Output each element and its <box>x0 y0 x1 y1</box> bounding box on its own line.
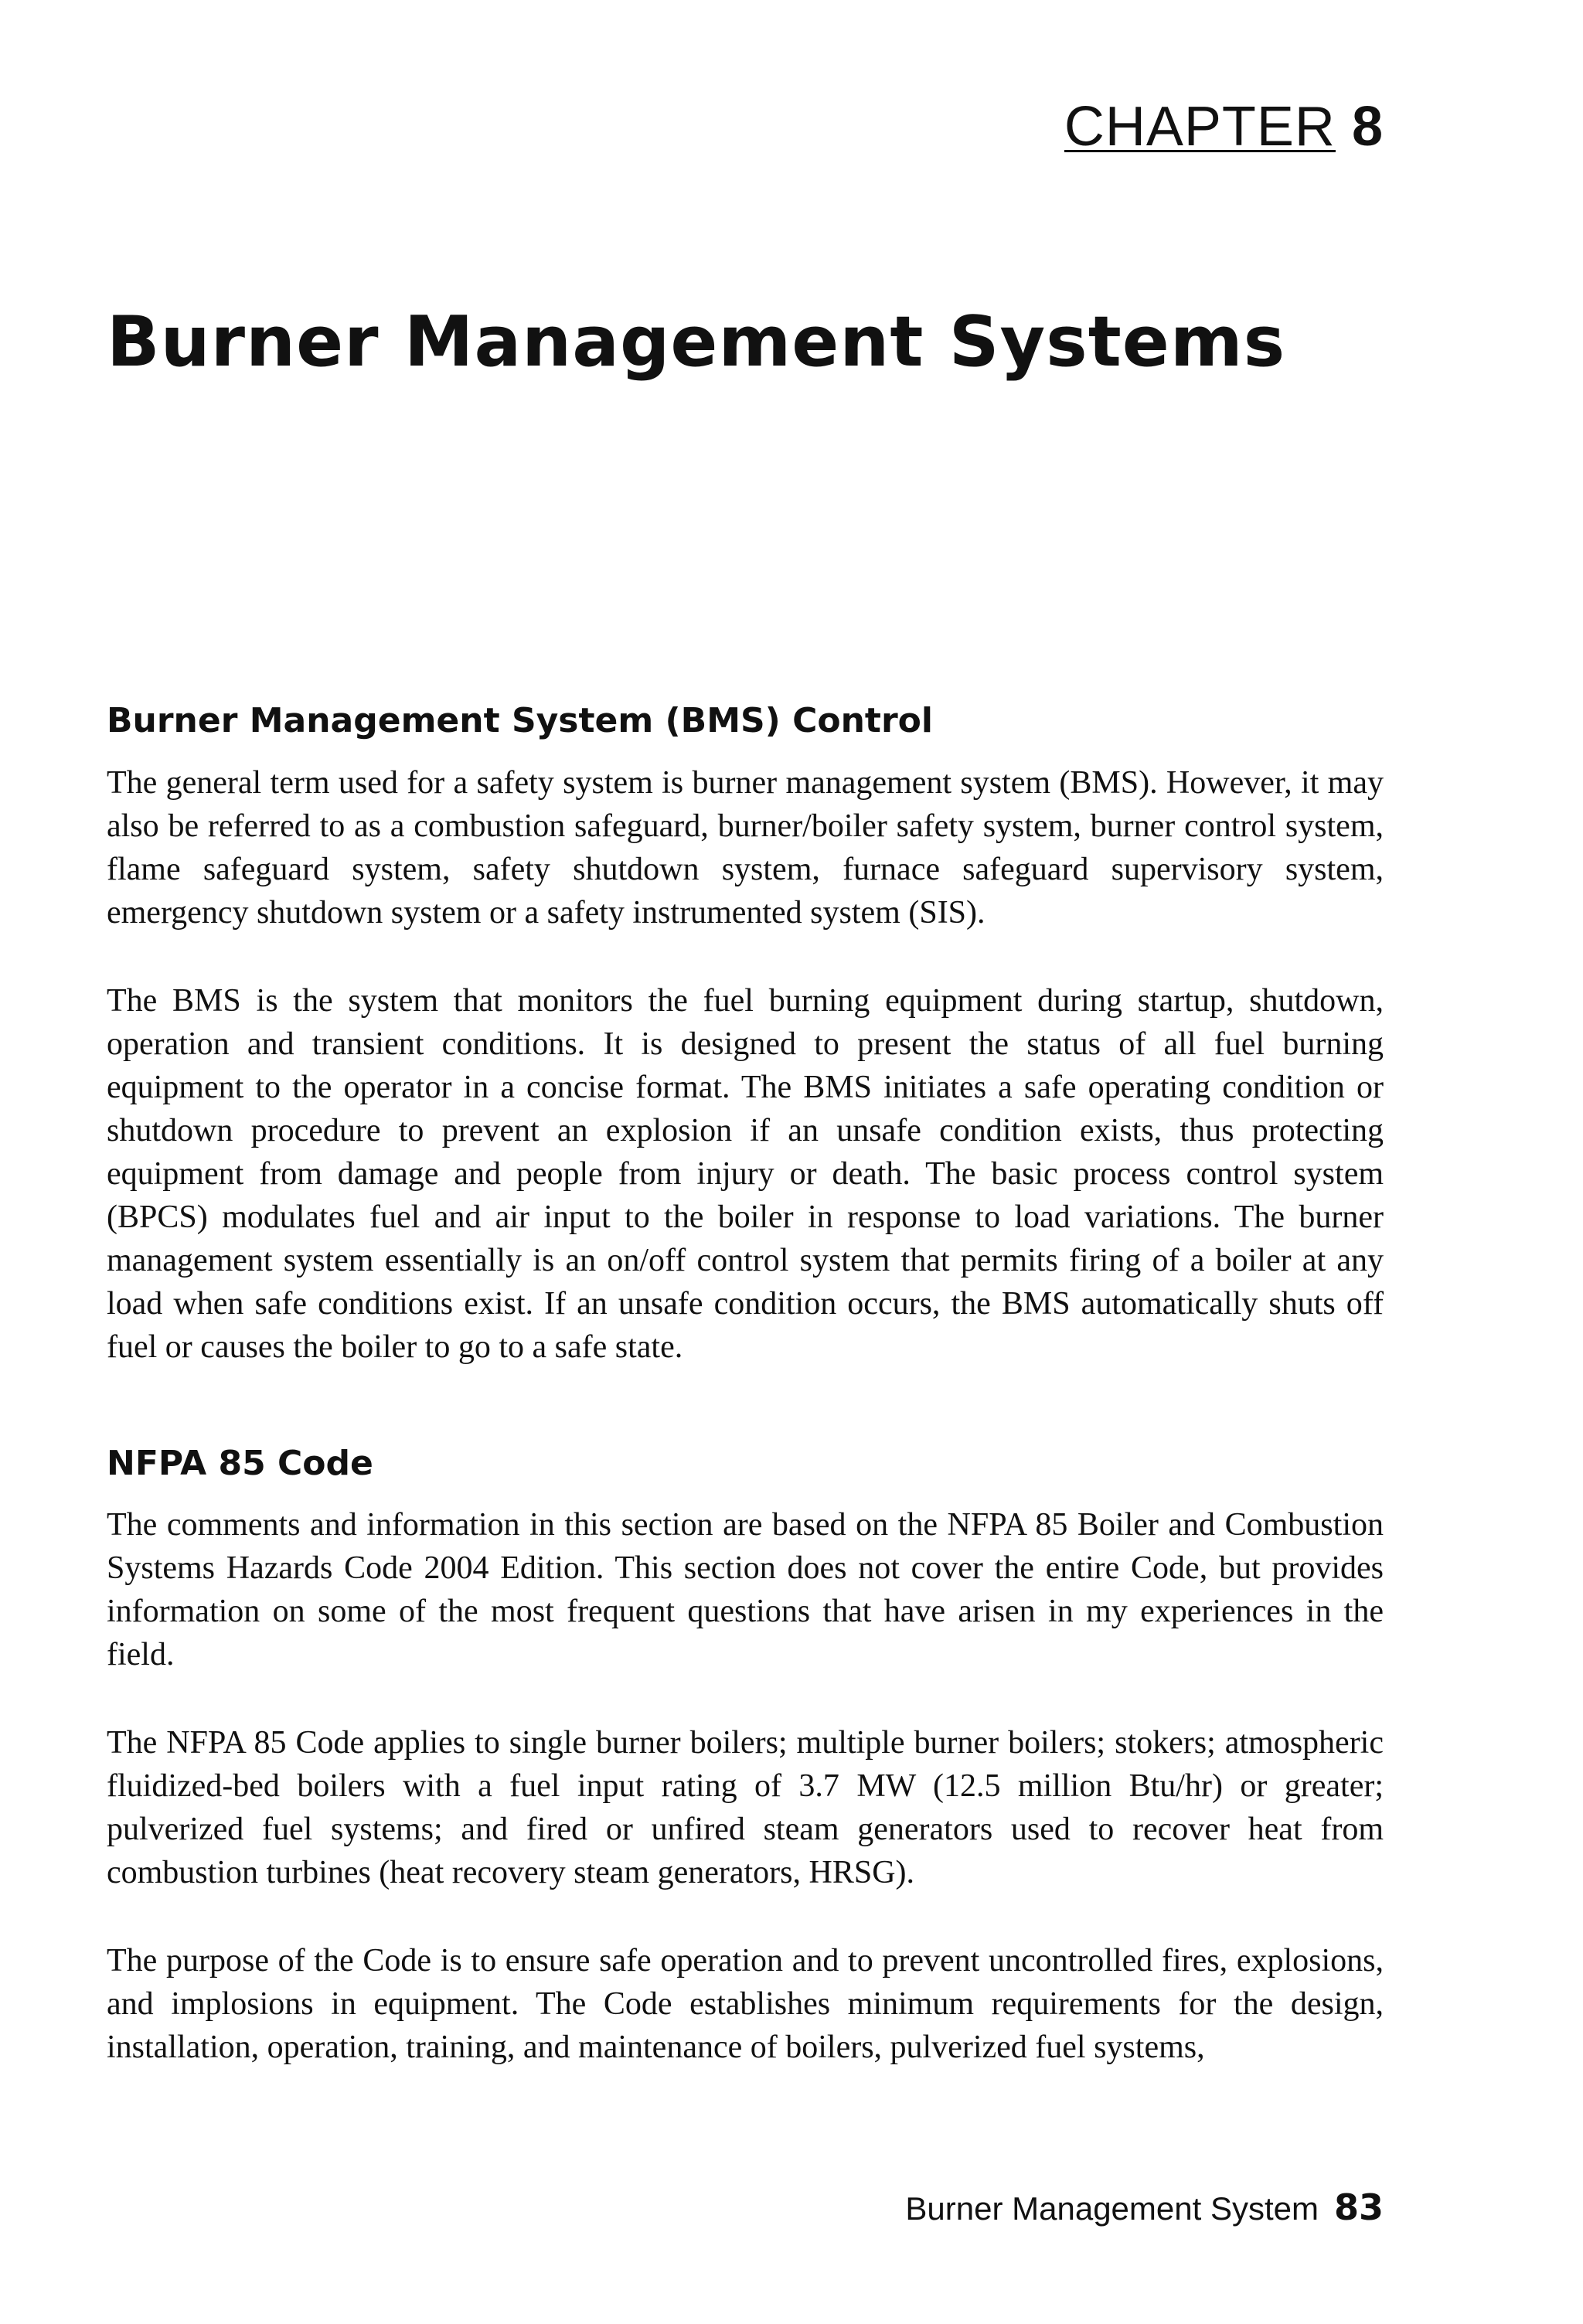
page-number: 83 <box>1333 2186 1384 2228</box>
paragraph: The general term used for a safety system is burner management system (BMS). However, it may also be referred to as a combustion safeguard, burner/boiler safety system, burner control system, flame safeguard system, safety shutdown system, furnace safeguard supervisory system, emergency shutdown system or a safety instrumented system (SIS). <box>107 764 1384 931</box>
page-footer <box>905 2186 1384 2228</box>
chapter-title: Burner Management Systems <box>107 301 1286 383</box>
chapter-number: 8 <box>1351 96 1384 158</box>
body-content <box>107 702 1384 2114</box>
section-heading-nfpa-85: NFPA 85 Code <box>107 1443 373 1483</box>
paragraph: The BMS is the system that monitors the fuel burning equipment during startup, shutdown, operation and transient conditions. It is designed to present the status of all fuel burning equipment to the operator in a concise format. The BMS initiates a safe operating condition or shutdown procedure to prevent an explosion if an unsafe condition exists, thus protecting equipment from damage and people from injury or death. The basic process control system (BPCS) modulates fuel and air input to the boiler in response to load variations. The burner management system essentially is an on/off control system that permits firing of a boiler at any load when safe conditions exist. If an unsafe condition occurs, the BMS automatically shuts off fuel or causes the boiler to go to a safe state. <box>107 982 1384 1365</box>
paragraph: The NFPA 85 Code applies to single burner boilers; multiple burner boilers; stokers; atmospheric fluidized-bed boilers with a fuel input rating of 3.7 MW (12.5 million Btu/hr) or greater; pulverized fuel systems; and fired or unfired steam generators used to recover heat from combustion turbines (heat recovery steam generators, HRSG). <box>107 1725 1384 1891</box>
paragraph: The comments and information in this section are based on the NFPA 85 Boiler and Combustion Systems Hazards Code 2004 Edition. This section does not cover the entire Code, but provides information on some of the most frequent questions that have arisen in my experiences in the field. <box>107 1507 1384 1673</box>
section-heading-bms-control: Burner Management System (BMS) Control <box>107 701 933 740</box>
chapter-word: CHAPTER <box>1064 96 1336 158</box>
paragraph: The purpose of the Code is to ensure safe operation and to prevent uncontrolled fires, explosions, and implosions in equipment. The Code establishes minimum requirements for the design, installation, operation, training, and maintenance of boilers, pulverized fuel systems, <box>107 1943 1384 2066</box>
chapter-label <box>1064 96 1384 158</box>
running-title: Burner Management System <box>905 2190 1319 2227</box>
